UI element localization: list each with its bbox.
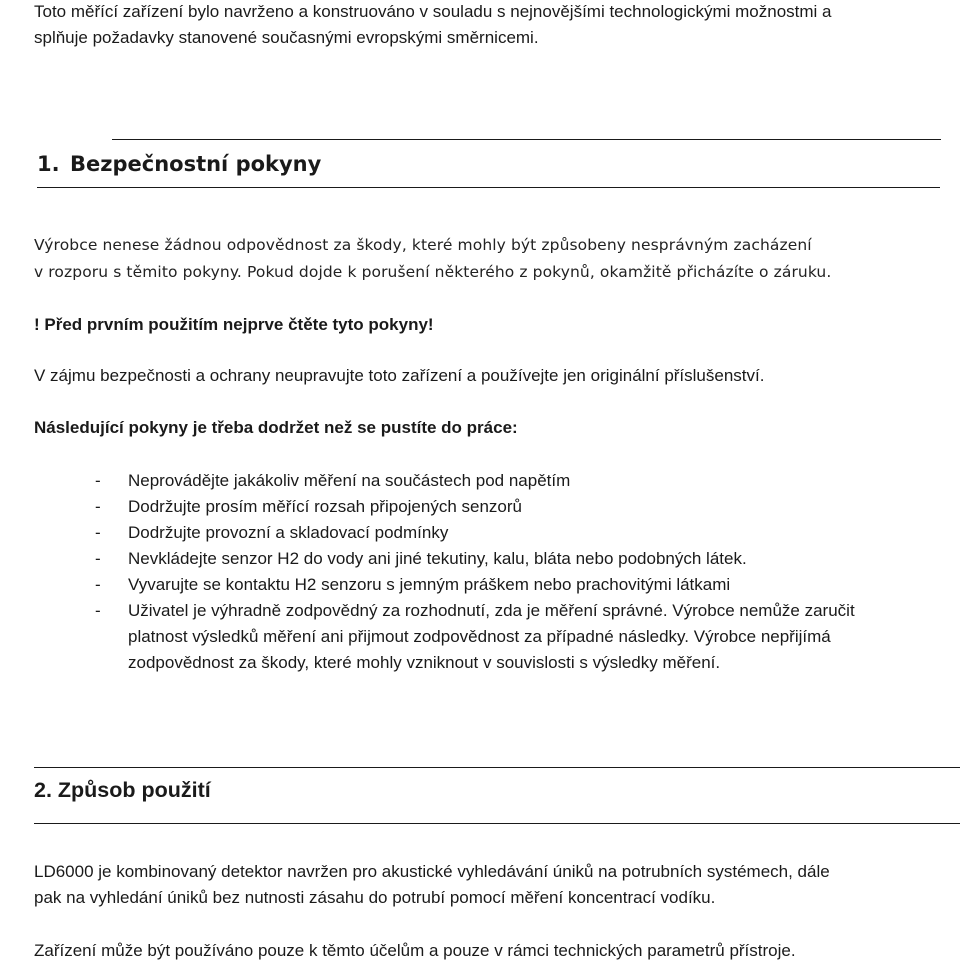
list-item-text: Dodržujte prosím měřící rozsah připojených senzorů bbox=[128, 497, 522, 516]
list-item-text: zodpovědnost za škody, které mohly vzniknout v souvislosti s výsledky měření. bbox=[128, 653, 721, 672]
list-item-continuation bbox=[0, 624, 960, 650]
list-dash: - bbox=[95, 523, 101, 542]
list-item bbox=[0, 494, 960, 520]
section-2-heading: 2. Způsob použití bbox=[34, 778, 211, 802]
liability-line-1: Výrobce nenese žádnou odpovědnost za škody, které mohly být způsobeny nesprávným zacházení bbox=[34, 236, 812, 254]
warning-text: ! Před prvním použitím nejprve čtěte tyto pokyny! bbox=[34, 315, 434, 334]
intro-line-1: Toto měřící zařízení bylo navrženo a konstruováno v souladu s nejnovějšími technologickými možnostmi a bbox=[34, 2, 832, 21]
list-item-continuation bbox=[0, 650, 960, 676]
list-item-text: platnost výsledků měření ani přijmout zodpovědnost za případné následky. Výrobce nepřijímá bbox=[128, 627, 831, 646]
list-item bbox=[0, 572, 960, 598]
section-1-title: Bezpečnostní pokyny bbox=[70, 152, 322, 176]
list-item bbox=[0, 520, 960, 546]
list-item bbox=[0, 598, 960, 624]
list-dash: - bbox=[95, 549, 101, 568]
intro-line-2: splňuje požadavky stanovené současnými evropskými směrnicemi. bbox=[34, 28, 539, 47]
usage-line-2: pak na vyhledání úniků bez nutnosti zásahu do potrubí pomocí měření koncentrací vodíku. bbox=[34, 888, 716, 907]
list-dash: - bbox=[95, 471, 101, 490]
list-heading: Následující pokyny je třeba dodržet než se pustíte do práce: bbox=[34, 418, 518, 437]
list-item-text: Vyvarujte se kontaktu H2 senzoru s jemným práškem nebo prachovitými látkami bbox=[128, 575, 731, 594]
list-item-text: Nevkládejte senzor H2 do vody ani jiné tekutiny, kalu, bláta nebo podobných látek. bbox=[128, 549, 747, 568]
usage-restriction: Zařízení může být používáno pouze k těmto účelům a pouze v rámci technických parametrů přístroje. bbox=[34, 941, 796, 960]
list-item-text: Dodržujte provozní a skladovací podmínky bbox=[128, 523, 449, 542]
section-1-bottom-rule bbox=[37, 187, 940, 188]
section-2-top-rule bbox=[34, 767, 960, 768]
safety-instructions-list bbox=[0, 468, 960, 676]
section-1-top-rule bbox=[112, 139, 941, 140]
list-item bbox=[0, 546, 960, 572]
usage-line-1: LD6000 je kombinovaný detektor navržen pro akustické vyhledávání úniků na potrubních systémech, dále bbox=[34, 862, 830, 881]
liability-line-2: v rozporu s těmito pokyny. Pokud dojde k porušení některého z pokynů, okamžitě přicházíte o záruku. bbox=[34, 263, 832, 281]
list-dash: - bbox=[95, 575, 101, 594]
safety-note: V zájmu bezpečnosti a ochrany neupravujte toto zařízení a používejte jen originální příslušenství. bbox=[34, 366, 765, 385]
section-2-bottom-rule bbox=[34, 823, 960, 824]
list-item-text: Uživatel je výhradně zodpovědný za rozhodnutí, zda je měření správné. Výrobce nemůže zaručit bbox=[128, 601, 855, 620]
list-dash: - bbox=[95, 497, 101, 516]
section-1-heading bbox=[37, 152, 321, 176]
list-item bbox=[0, 468, 960, 494]
section-1-number: 1. bbox=[37, 152, 60, 176]
list-item-text: Neprovádějte jakákoliv měření na součástech pod napětím bbox=[128, 471, 571, 490]
list-dash: - bbox=[95, 601, 101, 620]
